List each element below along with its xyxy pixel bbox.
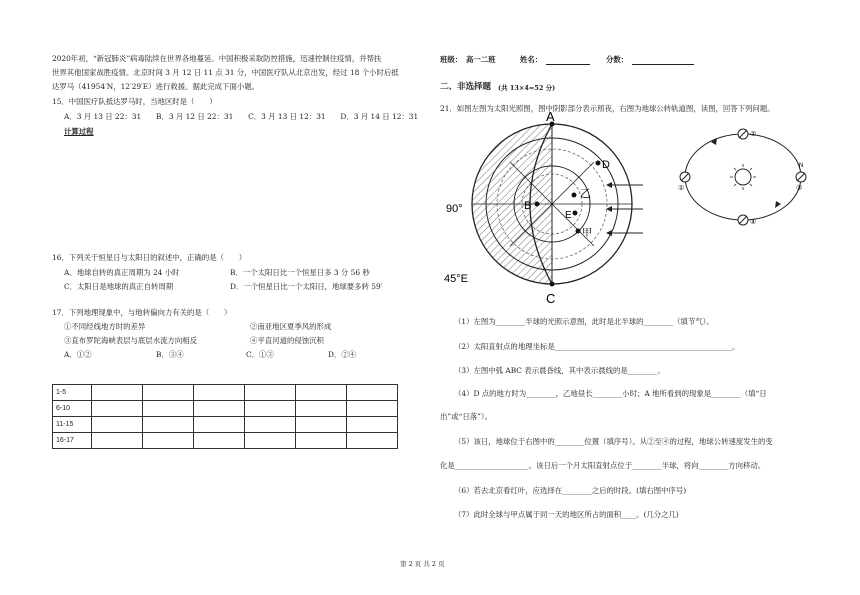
q16-option-c: C．太阳日是地球的真正自转周期	[64, 282, 174, 291]
name-field[interactable]	[546, 64, 590, 65]
q17-item-3: ③直布罗陀海峡表层与底层水流方向相反	[64, 336, 198, 345]
sub-q5-line2: 化是____________________。该日后一个月太阳直射点位于________半球，将向________方向移动。	[440, 461, 766, 470]
row-label: 1-5	[53, 385, 92, 401]
answer-cell[interactable]	[347, 417, 398, 433]
q17-item-4: ④平直河道的侵蚀沉积	[250, 336, 324, 345]
name-label: 姓名：	[520, 55, 543, 64]
table-row	[53, 401, 398, 417]
label-45E: 45°E	[444, 273, 468, 285]
q17-option-a: A．①②	[64, 350, 92, 359]
orbit-label-3: ③	[796, 184, 803, 192]
table-row	[53, 433, 398, 449]
answer-cell[interactable]	[347, 401, 398, 417]
answer-cell[interactable]	[194, 417, 245, 433]
q17-option-d: D．②④	[328, 350, 357, 359]
q15-options: A．3 月 13 日 22：31 B．3 月 12 日 22：31 C．3 月 13 日 12：31 D．3 月 14 日 12：31	[64, 112, 419, 121]
q15-stem: 15．中国医疗队抵达罗马时，当地区时是（ ）	[52, 97, 217, 106]
answer-cell[interactable]	[296, 401, 347, 417]
q17-stem: 17．下列地理现象中，与地转偏向力有关的是（ ）	[52, 308, 232, 317]
score-label: 分数：	[606, 55, 629, 64]
answer-cell[interactable]	[92, 433, 143, 449]
sub-q6: （6）若去北京看红叶，应选择在________之后的时段。(填右图中序号)	[454, 486, 687, 495]
answer-cell[interactable]	[245, 401, 296, 417]
label-90: 90°	[446, 203, 463, 215]
label-yi: 乙	[580, 188, 591, 200]
sub-q5-line1: （5）该日，地球位于右图中的________位置（填序号）。从②至④的过程，地球公转速度发生的变	[454, 437, 773, 446]
answer-cell[interactable]	[347, 385, 398, 401]
answer-cell[interactable]	[296, 433, 347, 449]
answer-cell[interactable]	[245, 433, 296, 449]
class-value: 高一二班	[466, 55, 496, 64]
answer-cell[interactable]	[245, 417, 296, 433]
answer-cell[interactable]	[194, 401, 245, 417]
section-note: (共 13×4=52 分)	[498, 84, 556, 92]
orbit-label-4: ④	[750, 218, 757, 226]
q16-option-b: B．一个太阳日比一个恒星日多 3 分 56 秒	[230, 268, 370, 277]
answer-cell[interactable]	[92, 385, 143, 401]
illumination-diagram	[440, 112, 645, 307]
answer-table	[52, 384, 398, 449]
orbit-label-2: ②	[750, 130, 757, 138]
answer-cell[interactable]	[92, 401, 143, 417]
sub-q4-line2: 出”或“日落”）。	[440, 412, 492, 421]
answer-cell[interactable]	[92, 417, 143, 433]
row-label: 16-17	[53, 433, 92, 449]
class-label: 班级：	[440, 55, 463, 64]
answer-cell[interactable]	[194, 385, 245, 401]
q15-calc-label: 计算过程	[64, 127, 94, 136]
intro-line-3: 达罗马（41954′N，12′29′E）进行救援。据此完成下面小题。	[52, 82, 260, 91]
answer-cell[interactable]	[296, 417, 347, 433]
intro-line-2: 世界其他国家战胜疫情。北京时间 3 月 12 日 11 点 31 分，中国医疗队从北京出发，经过 18 个小时后抵	[52, 68, 399, 77]
sub-q7: （7）此时全球与甲点属于同一天的地区所占的面积____。(几分之几)	[454, 510, 679, 519]
answer-cell[interactable]	[143, 385, 194, 401]
label-C: C	[546, 291, 556, 306]
sub-q2: （2）太阳直射点的地理坐标是________________________________________________。	[454, 342, 740, 351]
q17-item-1: ①不同经线地方时的差异	[64, 322, 146, 331]
table-row	[53, 385, 398, 401]
orbit-label-N: N	[799, 163, 804, 169]
label-A: A	[546, 112, 555, 124]
label-E: E	[565, 210, 572, 221]
q16-option-d: D．一个恒星日比一个太阳日，地球要多转 59′	[230, 282, 383, 291]
q16-option-a: A．地球自转的真正周期为 24 小时	[64, 268, 180, 277]
answer-cell[interactable]	[245, 385, 296, 401]
q17-item-2: ②南亚地区夏季风的形成	[250, 322, 332, 331]
sub-q3: （3）左图中弧 ABC 表示晨昏线，其中表示晨线的是________。	[454, 366, 665, 375]
sub-q4-line1: （4）D 点的地方时为________，乙地昼长________小时；A 地所看到的现象是________（填“日	[454, 389, 767, 398]
orbit-diagram	[675, 122, 815, 232]
label-B: B	[524, 200, 532, 212]
score-field[interactable]	[632, 64, 694, 65]
q16-stem: 16．下列关于恒星日与太阳日的叙述中，正确的是（ ）	[52, 253, 247, 262]
label-jia: 甲	[582, 228, 592, 239]
page-footer: 第 2 页 共 2 页	[400, 560, 445, 568]
answer-cell[interactable]	[194, 433, 245, 449]
answer-cell[interactable]	[347, 433, 398, 449]
answer-cell[interactable]	[143, 401, 194, 417]
q21-stem: 21．如图左图为太阳光照图，图中阴影部分表示照夜，右图为地球公转轨道图，读图，回答下列问题。	[440, 104, 775, 113]
orbit-label-1: ①	[678, 184, 685, 192]
intro-line-1: 2020年初，“新冠肺炎”病毒陆续在世界各地蔓延。中国积极采取防控措施，迅速控制住疫情，并帮扶	[52, 54, 382, 63]
row-label: 11-15	[53, 417, 92, 433]
q17-option-b: B．③④	[156, 350, 184, 359]
q17-option-c: C．①③	[246, 350, 274, 359]
answer-cell[interactable]	[296, 385, 347, 401]
answer-cell[interactable]	[143, 433, 194, 449]
sub-q1: （1）左图为________半球的光照示意图，此时是北半球的________（填节气）。	[454, 317, 714, 326]
answer-cell[interactable]	[143, 417, 194, 433]
row-label: 6-10	[53, 401, 92, 417]
table-row	[53, 417, 398, 433]
label-D: D	[602, 159, 610, 171]
section-title: 二、非选择题	[440, 82, 492, 92]
